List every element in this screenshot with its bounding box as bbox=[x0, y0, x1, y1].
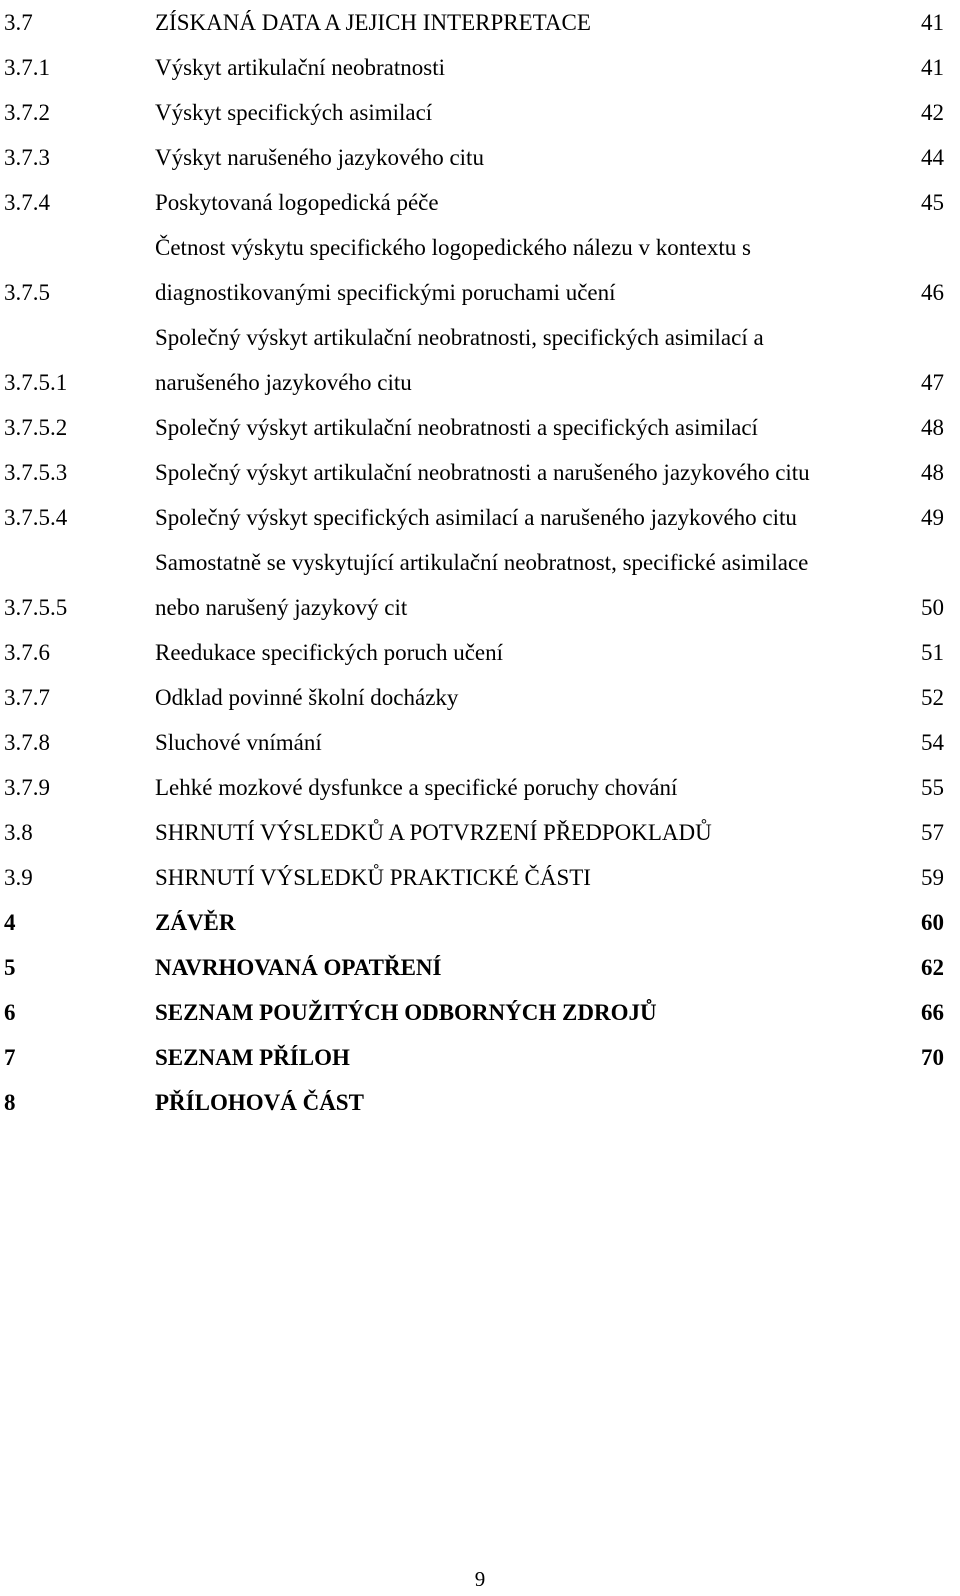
toc-entry-title bbox=[155, 900, 884, 945]
toc-entry-title bbox=[155, 675, 884, 720]
toc-entry-page: 42 bbox=[921, 100, 944, 125]
toc-entry-number: 3.7.4 bbox=[4, 190, 50, 215]
toc-entry bbox=[4, 945, 944, 990]
toc-entry-title bbox=[155, 495, 884, 540]
toc-entry-title bbox=[155, 765, 884, 810]
toc-entry-page: 47 bbox=[921, 370, 944, 395]
toc-entry bbox=[4, 990, 944, 1035]
toc-entry-title bbox=[155, 855, 884, 900]
toc-entry bbox=[4, 810, 944, 855]
toc-entry-page: 57 bbox=[921, 820, 944, 845]
toc-entry-page: 48 bbox=[921, 415, 944, 440]
toc-entry-title-line: Výskyt narušeného jazykového citu bbox=[155, 145, 484, 170]
toc-entry-title bbox=[155, 90, 884, 135]
toc-entry-number: 3.7.5.5 bbox=[4, 595, 68, 620]
toc-entry bbox=[4, 315, 944, 405]
toc-entry-title-line: Lehké mozkové dysfunkce a specifické poruchy chování bbox=[155, 775, 678, 800]
toc-entry bbox=[4, 45, 944, 90]
toc-entry-title bbox=[155, 225, 884, 315]
toc-entry-title-line: Výskyt specifických asimilací bbox=[155, 100, 433, 125]
toc-entry-page: 55 bbox=[921, 775, 944, 800]
toc-entry-title bbox=[155, 810, 884, 855]
toc-entry-number: 7 bbox=[4, 1045, 16, 1070]
toc-entry-title-line: NAVRHOVANÁ OPATŘENÍ bbox=[155, 955, 442, 980]
toc-entry-title-line: PŘÍLOHOVÁ ČÁST bbox=[155, 1090, 364, 1115]
toc-entry bbox=[4, 675, 944, 720]
toc-entry-title bbox=[155, 945, 884, 990]
toc-entry-title-line: diagnostikovanými specifickými poruchami učení bbox=[155, 280, 616, 305]
toc-entry-number: 5 bbox=[4, 955, 16, 980]
toc-entry-number: 3.7.8 bbox=[4, 730, 50, 755]
toc-entry-title bbox=[155, 990, 884, 1035]
toc-entry-page: 66 bbox=[921, 1000, 944, 1025]
toc-entry-number: 3.7.6 bbox=[4, 640, 50, 665]
toc-entry-number: 6 bbox=[4, 1000, 16, 1025]
toc-entry-title-line: SEZNAM POUŽITÝCH ODBORNÝCH ZDROJŮ bbox=[155, 1000, 657, 1025]
toc-entry-page: 48 bbox=[921, 460, 944, 485]
toc-entry-title-line: Sluchové vnímání bbox=[155, 730, 322, 755]
toc-entry-title-line: Odklad povinné školní docházky bbox=[155, 685, 459, 710]
toc-entry bbox=[4, 1080, 944, 1125]
toc-entry-title bbox=[155, 180, 884, 225]
toc-entry bbox=[4, 90, 944, 135]
toc-entry-page: 52 bbox=[921, 685, 944, 710]
toc-entry-title bbox=[155, 45, 884, 90]
toc-entry-number: 3.7.7 bbox=[4, 685, 50, 710]
toc-entry-number: 3.7.9 bbox=[4, 775, 50, 800]
toc-entry-title-line: ZÁVĚR bbox=[155, 910, 236, 935]
toc-entry-number: 3.7.5.3 bbox=[4, 460, 68, 485]
toc-entry bbox=[4, 1035, 944, 1080]
toc-entry-page: 44 bbox=[921, 145, 944, 170]
toc-entry bbox=[4, 0, 944, 45]
toc-entry bbox=[4, 135, 944, 180]
table-of-contents bbox=[4, 0, 944, 1125]
toc-entry-title bbox=[155, 315, 884, 405]
toc-entry-title bbox=[155, 1080, 884, 1125]
toc-entry-number: 3.8 bbox=[4, 820, 33, 845]
toc-entry-title bbox=[155, 0, 884, 45]
toc-entry-page: 70 bbox=[921, 1045, 944, 1070]
toc-entry-title-line: Četnost výskytu specifického logopedického nálezu v kontextu s bbox=[155, 235, 751, 260]
toc-entry bbox=[4, 630, 944, 675]
toc-entry-title-line: Poskytovaná logopedická péče bbox=[155, 190, 439, 215]
toc-entry bbox=[4, 900, 944, 945]
toc-entry-title-line: SEZNAM PŘÍLOH bbox=[155, 1045, 350, 1070]
toc-entry-number: 3.7.5.2 bbox=[4, 415, 68, 440]
toc-entry-title bbox=[155, 135, 884, 180]
toc-entry-title-line: Společný výskyt specifických asimilací a narušeného jazykového citu bbox=[155, 505, 797, 530]
toc-entry-page: 41 bbox=[921, 55, 944, 80]
toc-entry-page: 49 bbox=[921, 505, 944, 530]
toc-entry-number: 3.7.5 bbox=[4, 280, 50, 305]
toc-entry-title bbox=[155, 405, 884, 450]
toc-entry bbox=[4, 180, 944, 225]
toc-entry-number: 8 bbox=[4, 1090, 16, 1115]
toc-entry-page: 60 bbox=[921, 910, 944, 935]
toc-entry bbox=[4, 855, 944, 900]
toc-entry-page: 41 bbox=[921, 10, 944, 35]
toc-entry bbox=[4, 405, 944, 450]
toc-entry-page: 59 bbox=[921, 865, 944, 890]
toc-entry-title bbox=[155, 450, 884, 495]
toc-entry-title-line: ZÍSKANÁ DATA A JEJICH INTERPRETACE bbox=[155, 10, 591, 35]
toc-entry-page: 50 bbox=[921, 595, 944, 620]
toc-entry-number: 3.9 bbox=[4, 865, 33, 890]
toc-entry-page: 45 bbox=[921, 190, 944, 215]
toc-entry-title-line: nebo narušený jazykový cit bbox=[155, 595, 408, 620]
toc-entry bbox=[4, 495, 944, 540]
toc-entry-title-line: SHRNUTÍ VÝSLEDKŮ PRAKTICKÉ ČÁSTI bbox=[155, 865, 591, 890]
toc-entry-title bbox=[155, 720, 884, 765]
toc-entry-page: 46 bbox=[921, 280, 944, 305]
toc-entry-title-line: Výskyt artikulační neobratnosti bbox=[155, 55, 445, 80]
toc-entry-title-line: narušeného jazykového citu bbox=[155, 370, 412, 395]
toc-entry-number: 4 bbox=[4, 910, 16, 935]
toc-entry-page: 62 bbox=[921, 955, 944, 980]
toc-entry-title-line: Samostatně se vyskytující artikulační neobratnost, specifické asimilace bbox=[155, 550, 809, 575]
toc-entry-title-line: Společný výskyt artikulační neobratnosti a specifických asimilací bbox=[155, 415, 758, 440]
page-number: 9 bbox=[474, 1567, 486, 1591]
toc-entry-title bbox=[155, 540, 884, 630]
toc-entry bbox=[4, 225, 944, 315]
toc-entry bbox=[4, 450, 944, 495]
toc-entry-number: 3.7.5.1 bbox=[4, 370, 68, 395]
toc-entry-page: 51 bbox=[921, 640, 944, 665]
toc-entry-title-line: SHRNUTÍ VÝSLEDKŮ A POTVRZENÍ PŘEDPOKLADŮ bbox=[155, 820, 712, 845]
toc-entry bbox=[4, 540, 944, 630]
toc-entry-title-line: Reedukace specifických poruch učení bbox=[155, 640, 504, 665]
toc-entry-number: 3.7.1 bbox=[4, 55, 50, 80]
toc-entry-number: 3.7.5.4 bbox=[4, 505, 68, 530]
toc-entry bbox=[4, 720, 944, 765]
toc-entry-number: 3.7 bbox=[4, 10, 33, 35]
toc-entry bbox=[4, 765, 944, 810]
toc-entry-page: 54 bbox=[921, 730, 944, 755]
toc-entry-title-line: Společný výskyt artikulační neobratnosti, specifických asimilací a bbox=[155, 325, 764, 350]
toc-entry-number: 3.7.2 bbox=[4, 100, 50, 125]
toc-entry-number: 3.7.3 bbox=[4, 145, 50, 170]
toc-entry-title bbox=[155, 630, 884, 675]
toc-entry-title-line: Společný výskyt artikulační neobratnosti a narušeného jazykového citu bbox=[155, 460, 810, 485]
toc-entry-title bbox=[155, 1035, 884, 1080]
